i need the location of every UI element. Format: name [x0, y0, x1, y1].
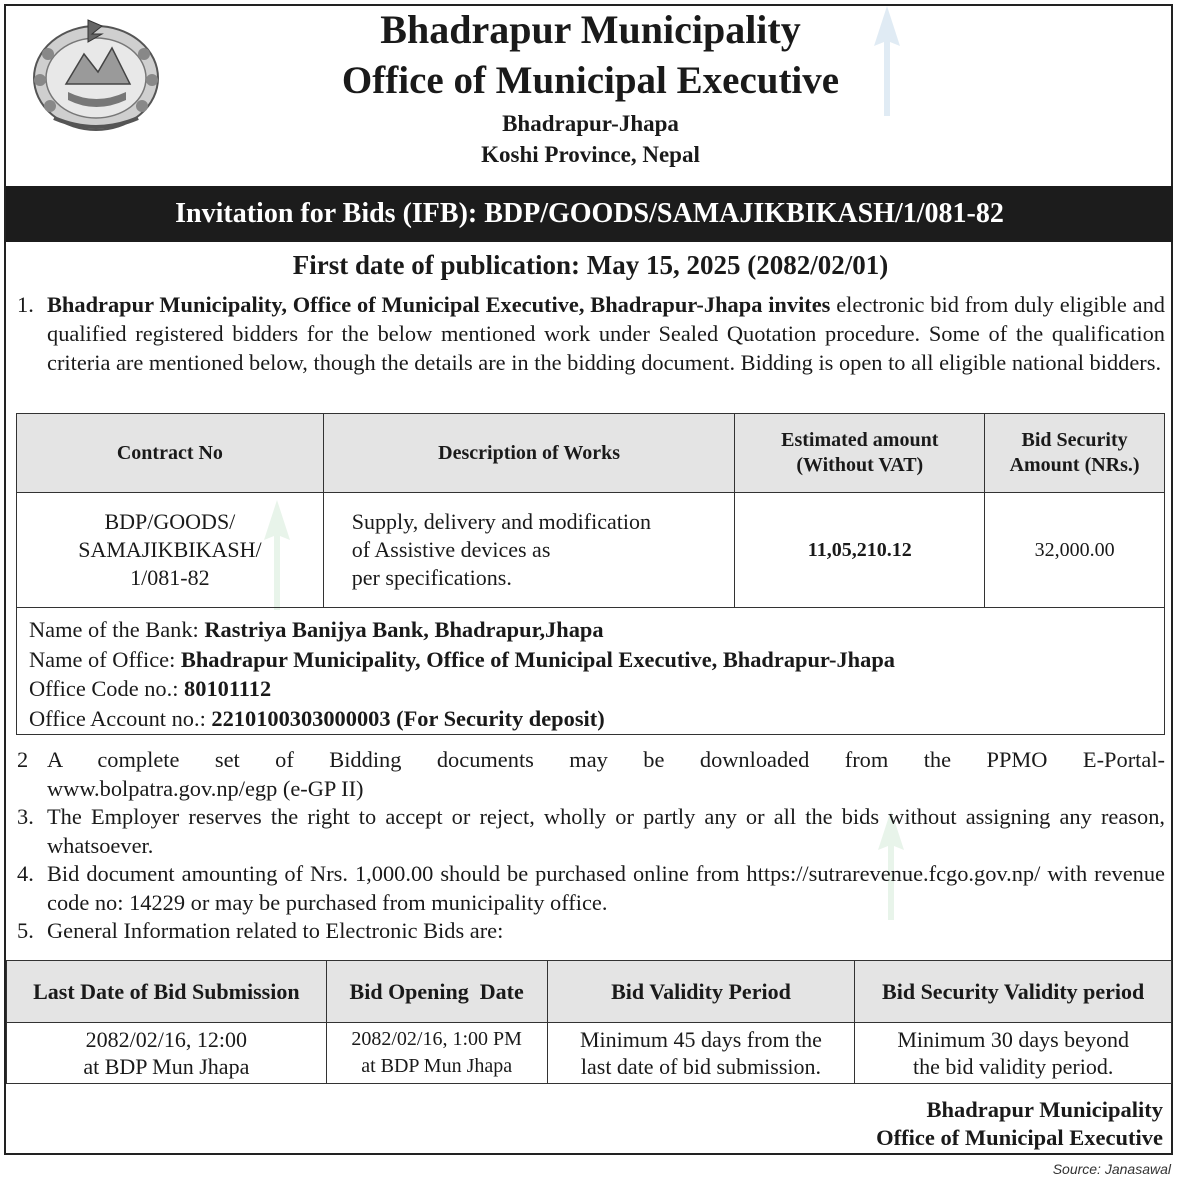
- cell-security-validity: Minimum 30 days beyond the bid validity period.: [855, 1023, 1172, 1084]
- item-2: [17, 745, 1165, 803]
- cell-description: Supply, delivery and modification of Assistive devices as per specifications.: [323, 493, 735, 608]
- bid-dates-table: [6, 960, 1172, 1084]
- col-description: Description of Works: [323, 414, 735, 493]
- item-4-text: Bid document amounting of Nrs. 1,000.00 should be purchased online from https://sutrarevenue.fcgo.gov.np/ with revenue code no: 14229 or may be purchased from municipality office.: [47, 861, 1165, 915]
- item-number: 2: [17, 747, 29, 772]
- inviting-entity: Bhadrapur Municipality, Office of Municipal Executive, Bhadrapur-Jhapa invites: [47, 292, 831, 317]
- bank-name-line: Name of the Bank: Rastriya Banijya Bank, Bhadrapur,Jhapa: [29, 617, 604, 642]
- cell-estimated-amount: 11,05,210.12: [735, 493, 985, 608]
- province-line: Koshi Province, Nepal: [481, 142, 700, 167]
- office-name-line: Name of Office: Bhadrapur Municipality, Office of Municipal Executive, Bhadrapur-Jhapa: [29, 646, 895, 672]
- col-validity: Bid Validity Period: [547, 961, 855, 1023]
- table-header-row: [7, 961, 1172, 1023]
- office-title: Office of Municipal Executive: [341, 59, 840, 102]
- item-number: 1.: [17, 292, 34, 317]
- signature-block: [663, 1096, 1163, 1152]
- signature-line-1: Bhadrapur Municipality: [926, 1097, 1163, 1122]
- item-5: [17, 916, 1165, 945]
- bank-info-box: [16, 607, 1165, 735]
- first-publication-date: First date of publication: May 15, 2025 (2082/02/01): [292, 250, 889, 280]
- item-3-text: The Employer reserves the right to accept or reject, wholly or partly any or all the bids without assigning any reason, whatsoever.: [47, 804, 1165, 858]
- table-header-row: [17, 414, 1165, 493]
- col-bid-security: Bid Security Amount (NRs.): [985, 414, 1165, 493]
- item-1-text: electronic bid from duly eligible and qualified registered bidders for the below mentioned work under Sealed Quotation procedure. Some of the qualification criteria are mentioned below, though the details are in the bidding document. Bidding is open to all eligible national bidders.: [47, 292, 1165, 375]
- cell-validity: Minimum 45 days from the last date of bid submission.: [547, 1023, 855, 1084]
- item-3: [17, 802, 1165, 860]
- item-2-text: A complete set of Bidding documents may be downloaded from the PPMO E-Portal-: [47, 747, 1165, 772]
- item-number: 5.: [17, 918, 34, 943]
- contract-table: [16, 413, 1165, 608]
- egp-link[interactable]: www.bolpatra.gov.np/egp (e-GP II): [47, 776, 364, 801]
- cell-opening-date: 2082/02/16, 1:00 PM at BDP Mun Jhapa: [326, 1023, 547, 1084]
- item-4: [17, 859, 1165, 917]
- cell-bid-security: 32,000.00: [985, 493, 1165, 608]
- source-credit: Source: Janasawal: [1052, 1161, 1171, 1177]
- office-account-line: Office Account no.: 2210100303000003 (For Security deposit): [29, 705, 605, 731]
- col-opening-date: Bid Opening Date: [326, 961, 547, 1023]
- col-estimated-amount: Estimated amount (Without VAT): [735, 414, 985, 493]
- ifb-title-bar: Invitation for Bids (IFB): BDP/GOODS/SAMAJIKBIKASH/1/081-82: [6, 186, 1173, 242]
- col-last-submission: Last Date of Bid Submission: [7, 961, 327, 1023]
- item-1: [17, 290, 1165, 377]
- municipality-title: Bhadrapur Municipality: [380, 7, 801, 52]
- item-number: 4.: [17, 861, 34, 886]
- office-code-line: Office Code no.: 80101112: [29, 676, 272, 701]
- location-line: Bhadrapur-Jhapa: [502, 111, 679, 136]
- signature-line-2: Office of Municipal Executive: [876, 1125, 1163, 1150]
- table-row: [17, 493, 1165, 608]
- item-5-text: General Information related to Electronic Bids are:: [47, 918, 504, 943]
- cell-contract-no: BDP/GOODS/ SAMAJIKBIKASH/ 1/081-82: [17, 493, 324, 608]
- table-row: [7, 1023, 1172, 1084]
- col-security-validity: Bid Security Validity period: [855, 961, 1172, 1023]
- cell-last-submission: 2082/02/16, 12:00 at BDP Mun Jhapa: [7, 1023, 327, 1084]
- item-number: 3.: [17, 804, 34, 829]
- col-contract-no: Contract No: [17, 414, 324, 493]
